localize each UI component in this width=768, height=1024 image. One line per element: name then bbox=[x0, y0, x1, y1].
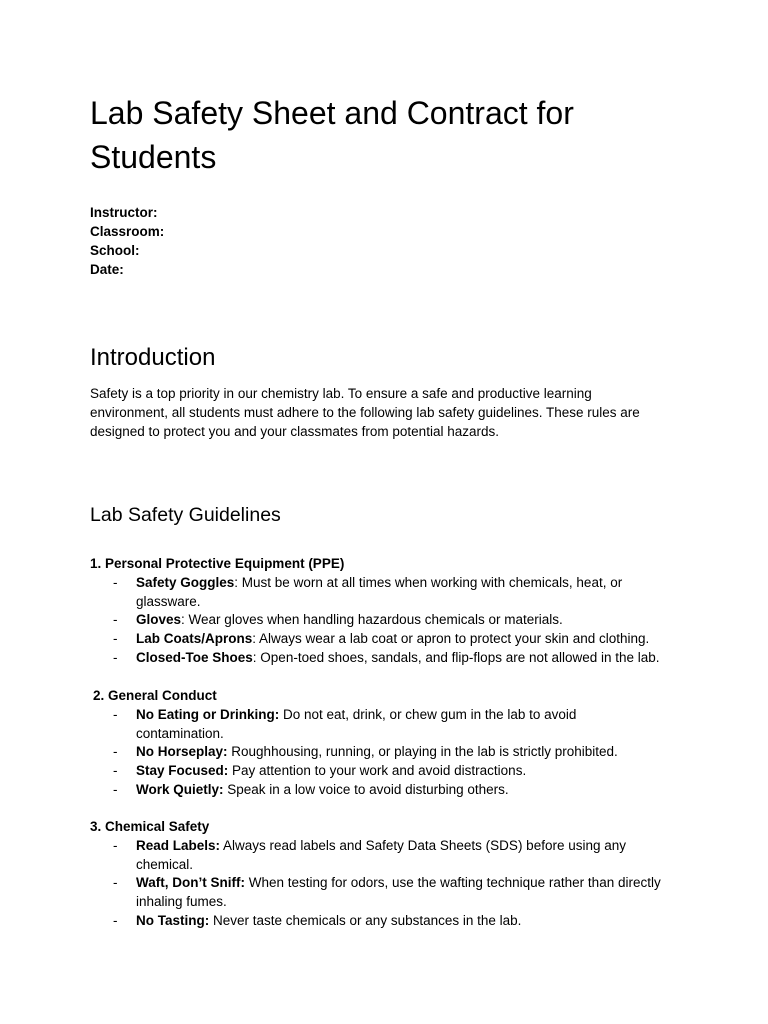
guideline-list bbox=[90, 837, 690, 931]
list-item bbox=[90, 706, 690, 743]
list-item bbox=[90, 611, 690, 630]
introduction-paragraph bbox=[90, 384, 650, 441]
item-separator: : bbox=[252, 649, 257, 665]
list-item bbox=[90, 874, 690, 911]
item-text: Must be worn at all times when working with chemicals, heat, or bbox=[238, 575, 623, 590]
item-term: Closed-Toe Shoes bbox=[136, 649, 253, 665]
item-line bbox=[136, 611, 690, 630]
document-title bbox=[90, 91, 690, 179]
dash-bullet: - bbox=[113, 612, 118, 628]
item-text: Always read labels and Safety Data Sheets (SDS) before using any bbox=[220, 838, 627, 853]
date-label: Date: bbox=[90, 262, 124, 277]
document-title-line-1: Lab Safety Sheet and Contract for bbox=[90, 95, 574, 131]
list-item bbox=[90, 649, 690, 668]
contract-info-block bbox=[90, 203, 164, 279]
section-title: 1. Personal Protective Equipment (PPE) bbox=[90, 556, 345, 571]
item-line bbox=[136, 649, 690, 668]
introduction-line: Safety is a top priority in our chemistry lab. To ensure a safe and productive learning bbox=[90, 386, 592, 401]
item-term: Gloves bbox=[136, 612, 182, 628]
item-term: Read Labels: bbox=[136, 838, 221, 853]
item-text: Open-toed shoes, sandals, and flip-flops are not allowed in the lab. bbox=[256, 649, 660, 665]
list-item bbox=[90, 912, 690, 931]
item-separator: : bbox=[181, 612, 185, 628]
dash-bullet: - bbox=[113, 575, 118, 590]
item-text: Pay attention to your work and avoid distractions. bbox=[228, 763, 527, 779]
introduction-heading: Introduction bbox=[90, 344, 216, 371]
section-chemical-safety bbox=[90, 818, 690, 931]
item-text: Never taste chemicals or any substances in the lab. bbox=[209, 912, 522, 928]
section-ppe bbox=[90, 555, 690, 668]
item-text-continued: contamination. bbox=[136, 725, 224, 741]
item-text: When testing for odors, use the wafting technique rather than directly bbox=[244, 875, 661, 891]
list-item bbox=[90, 743, 690, 762]
dash-bullet: - bbox=[113, 744, 118, 760]
item-line bbox=[136, 912, 690, 931]
item-separator: : bbox=[252, 631, 257, 647]
school-label: School: bbox=[90, 243, 140, 258]
item-term: Waft, Don’t Sniff: bbox=[136, 875, 245, 891]
classroom-label: Classroom: bbox=[90, 224, 165, 239]
dash-bullet: - bbox=[113, 838, 118, 853]
item-term: Lab Coats/Aprons bbox=[136, 631, 253, 647]
dash-bullet: - bbox=[113, 649, 118, 665]
item-line bbox=[136, 781, 690, 800]
item-term: No Tasting: bbox=[136, 912, 210, 928]
section-title: 2. General Conduct bbox=[93, 688, 217, 703]
item-line bbox=[136, 706, 690, 725]
instructor-label: Instructor: bbox=[90, 205, 158, 220]
guidelines-heading: Lab Safety Guidelines bbox=[90, 504, 281, 526]
dash-bullet: - bbox=[113, 912, 118, 928]
item-term: Safety Goggles bbox=[136, 575, 235, 590]
item-separator: : bbox=[234, 575, 239, 590]
item-line bbox=[136, 762, 690, 781]
dash-bullet: - bbox=[113, 707, 118, 722]
item-text: Do not eat, drink, or chew gum in the lab to avoid bbox=[279, 707, 577, 722]
guideline-list bbox=[90, 574, 690, 668]
item-term: Work Quietly: bbox=[136, 781, 224, 797]
item-line bbox=[136, 574, 690, 593]
item-line bbox=[136, 630, 690, 649]
list-item bbox=[90, 574, 690, 611]
item-text: Wear gloves when handling hazardous chemicals or materials. bbox=[184, 612, 563, 628]
section-general-conduct bbox=[90, 687, 690, 800]
item-line bbox=[136, 743, 690, 762]
item-text-continued: glassware. bbox=[136, 593, 201, 609]
item-text: Roughhousing, running, or playing in the lab is strictly prohibited. bbox=[227, 744, 618, 760]
list-item bbox=[90, 630, 690, 649]
item-line bbox=[136, 837, 690, 856]
item-text: Speak in a low voice to avoid disturbing others. bbox=[223, 781, 509, 797]
dash-bullet: - bbox=[113, 781, 118, 797]
dash-bullet: - bbox=[113, 631, 118, 647]
item-line bbox=[136, 874, 690, 893]
item-text: Always wear a lab coat or apron to protect your skin and clothing. bbox=[256, 631, 650, 647]
item-term: No Horseplay: bbox=[136, 744, 228, 760]
list-item bbox=[90, 781, 690, 800]
item-text-continued: chemical. bbox=[136, 856, 194, 872]
item-text-continued: inhaling fumes. bbox=[136, 894, 227, 910]
item-term: No Eating or Drinking: bbox=[136, 707, 280, 722]
dash-bullet: - bbox=[113, 875, 118, 891]
dash-bullet: - bbox=[113, 763, 118, 779]
section-title: 3. Chemical Safety bbox=[90, 819, 210, 834]
list-item bbox=[90, 837, 690, 874]
document-title-line-2: Students bbox=[90, 139, 217, 175]
introduction-line: designed to protect you and your classmates from potential hazards. bbox=[90, 424, 499, 439]
item-term: Stay Focused: bbox=[136, 763, 229, 779]
list-item bbox=[90, 762, 690, 781]
introduction-line: environment, all students must adhere to the following lab safety guidelines. These rules are bbox=[90, 405, 640, 420]
guideline-list bbox=[90, 706, 690, 800]
